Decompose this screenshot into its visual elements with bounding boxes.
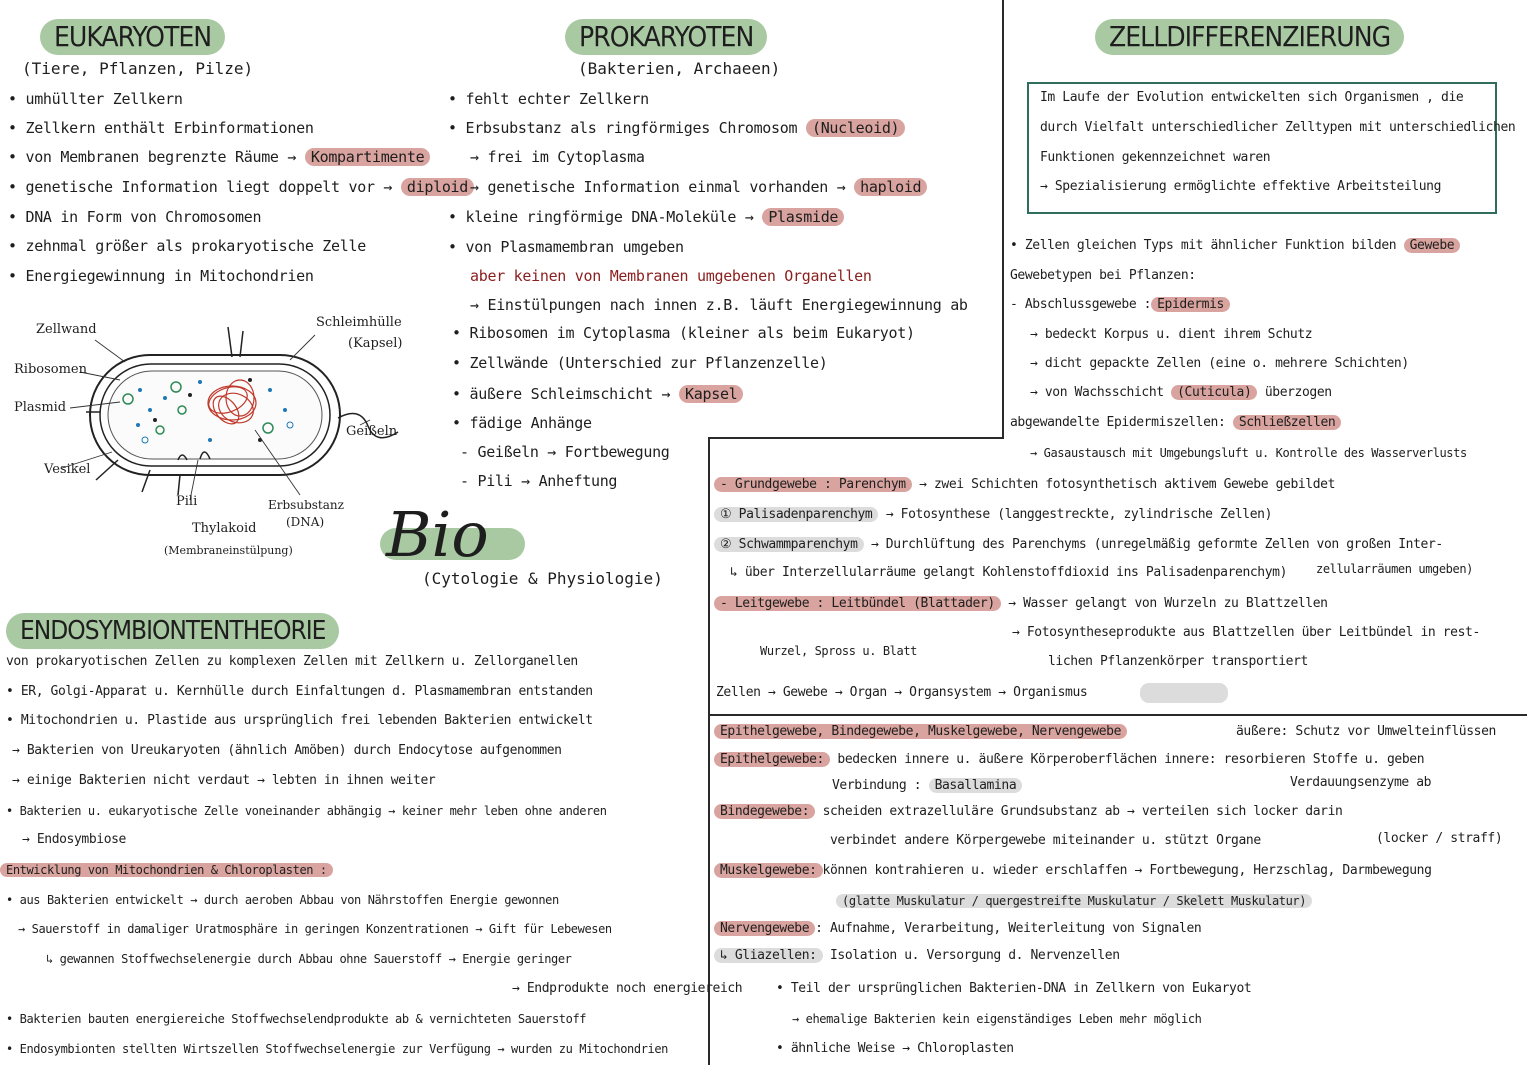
eukaryoten-line-1: • umhüllter Zellkern bbox=[8, 90, 183, 108]
eukaryoten-subtitle: (Tiere, Pflanzen, Pilze) bbox=[22, 59, 254, 78]
bio-title: Bio bbox=[386, 498, 489, 571]
bio-subtitle: (Cytologie & Physiologie) bbox=[422, 569, 663, 588]
divider-vertical-bottom bbox=[708, 437, 710, 1065]
gewebe-line-1: • Zellen gleichen Typs mit ähnlicher Funktion bilden Gewebe bbox=[1010, 236, 1460, 256]
label-kapsel: (Kapsel) bbox=[348, 336, 403, 351]
endo-line-1: von prokaryotischen Zellen zu komplexen Zellen mit Zellkern u. Zellorganellen bbox=[6, 654, 578, 669]
tier-line-1 bbox=[714, 722, 1127, 742]
tier-line-3b: Verdauungsenzyme ab bbox=[1290, 775, 1432, 790]
label-ribosomen: Ribosomen bbox=[14, 362, 87, 377]
eukaryoten-line-6: • zehnmal größer als prokaryotische Zelle bbox=[8, 237, 366, 255]
prokaryoten-line-13: - Geißeln → Fortbewegung bbox=[460, 443, 670, 461]
eukaryoten-line-2: • Zellkern enthält Erbinformationen bbox=[8, 119, 314, 137]
entwicklung-highlight: Entwicklung von Mitochondrien & Chloroplasten : bbox=[0, 863, 333, 877]
epidermis-highlight: Epidermis bbox=[1151, 297, 1230, 312]
prokaryoten-line-11: • äußere Schleimschicht → Kapsel bbox=[452, 384, 743, 404]
organismus-underlay bbox=[1140, 683, 1228, 703]
palisadenparenchym-highlight: ① Palisadenparenchym bbox=[714, 507, 878, 522]
endo-line-14: • Endosymbionten stellten Wirtszellen Stoffwechselenergie zur Verfügung → wurden zu Mitochondrien bbox=[6, 1042, 668, 1056]
prokaryoten-line-8: → Einstülpungen nach innen z.B. läuft Energiegewinnung ab bbox=[470, 296, 968, 314]
pflanzen-line-4b: zellularräumen umgeben) bbox=[1316, 562, 1473, 576]
gewebe-line-6: → von Wachsschicht (Cuticula) überzogen bbox=[1030, 385, 1332, 400]
prokaryoten-title: PROKARYOTEN bbox=[565, 19, 767, 55]
divider-tier-top bbox=[708, 714, 1527, 716]
endo-line-7: → Endosymbiose bbox=[22, 832, 126, 847]
endo-line-9: • aus Bakterien entwickelt → durch aeroben Abbau von Nährstoffen Energie gewonnen bbox=[6, 893, 559, 907]
prokaryoten-line-5: • kleine ringförmige DNA-Moleküle → Plasmide bbox=[448, 207, 844, 227]
tier-line-4: Bindegewebe: scheiden extrazelluläre Grundsubstanz ab → verteilen sich locker darin bbox=[714, 802, 1342, 822]
endo-line-8 bbox=[0, 860, 333, 880]
evolution-box-line-3: Funktionen gekennzeichnet waren bbox=[1040, 150, 1271, 165]
endo-line-5: → einige Bakterien nicht verdaut → lebten in ihnen weiter bbox=[12, 773, 436, 788]
gewebe-line-7: abgewandelte Epidermiszellen: Schließzellen bbox=[1010, 413, 1341, 433]
schwammparenchym-highlight: ② Schwammparenchym bbox=[714, 537, 864, 552]
muskulatur-highlight: (glatte Muskulatur / quergestreifte Muskulatur / Skelett Muskulatur) bbox=[836, 894, 1312, 908]
prokaryoten-line-1: • fehlt echter Zellkern bbox=[448, 90, 649, 108]
eukaryoten-line-5: • DNA in Form von Chromosomen bbox=[8, 208, 262, 226]
pflanzen-line-9: Zellen → Gewebe → Organ → Organsystem → Organismus bbox=[716, 685, 1088, 700]
gewebe-line-4: → bedeckt Korpus u. dient ihrem Schutz bbox=[1030, 327, 1313, 342]
divider-pflanzen-top bbox=[708, 437, 1004, 439]
prokaryoten-line-2: • Erbsubstanz als ringförmiges Chromosom (Nucleoid) bbox=[448, 118, 905, 138]
eukaryoten-line-4: • genetische Information liegt doppelt vor → diploid bbox=[8, 177, 474, 197]
label-schleimhuelle: Schleimhülle bbox=[316, 315, 402, 330]
endo-line-6: • Bakterien u. eukaryotische Zelle voneinander abhängig → keiner mehr leben ohne anderen bbox=[6, 804, 607, 818]
prokaryoten-line-9: • Ribosomen im Cytoplasma (kleiner als beim Eukaryot) bbox=[452, 324, 915, 342]
eukaryoten-title: EUKARYOTEN bbox=[40, 19, 225, 55]
endo-line-11: ↳ gewannen Stoffwechselenergie durch Abbau ohne Sauerstoff → Energie geringer bbox=[46, 952, 572, 966]
label-erbsubstanz: Erbsubstanz bbox=[268, 498, 344, 512]
divider-vertical-top bbox=[1002, 0, 1004, 437]
zelldifferenzierung-title: ZELLDIFFERENZIERUNG bbox=[1095, 19, 1404, 55]
label-zellwand: Zellwand bbox=[36, 322, 97, 337]
endo-line-2: • ER, Golgi-Apparat u. Kernhülle durch Einfaltungen d. Plasmamembran entstanden bbox=[6, 684, 593, 699]
tier-line-2: Epithelgewebe: bedecken innere u. äußere Körperoberflächen innere: resorbieren Stoffe u. geben bbox=[714, 750, 1424, 770]
pflanzen-line-6: → Fotosyntheseprodukte aus Blattzellen über Leitbündel in rest- bbox=[1012, 625, 1480, 640]
label-thylakoid: Thylakoid bbox=[192, 521, 257, 536]
pflanzen-line-3: ② Schwammparenchym → Durchlüftung des Parenchyms (unregelmäßig geformte Zellen von großen Inter- bbox=[714, 535, 1443, 555]
tier-line-7 bbox=[836, 891, 1312, 911]
basallamina-highlight: Basallamina bbox=[929, 778, 1023, 793]
nucleoid-highlight: (Nucleoid) bbox=[806, 119, 905, 137]
endo-line-17: • ähnliche Weise → Chloroplasten bbox=[776, 1041, 1014, 1056]
kompartimente-highlight: Kompartimente bbox=[305, 148, 431, 166]
eukaryoten-line-3: • von Membranen begrenzte Räume → Kompartimente bbox=[8, 147, 430, 167]
cuticula-highlight: (Cuticula) bbox=[1171, 385, 1257, 400]
endo-line-12: → Endprodukte noch energiereich bbox=[512, 981, 743, 996]
pflanzen-line-1: - Grundgewebe : Parenchym → zwei Schichten fotosynthetisch aktivem Gewebe gebildet bbox=[714, 475, 1335, 495]
pflanzen-line-2: ① Palisadenparenchym → Fotosynthese (langgestreckte, zylindrische Zellen) bbox=[714, 505, 1272, 525]
haploid-highlight: haploid bbox=[854, 178, 927, 196]
gewebe-line-5: → dicht gepackte Zellen (eine o. mehrere Schichten) bbox=[1030, 356, 1409, 371]
tier-line-9: ↳ Gliazellen: Isolation u. Versorgung d. Nervenzellen bbox=[714, 946, 1120, 966]
pflanzen-line-4: ↳ über Interzellularräume gelangt Kohlenstoffdioxid ins Palisadenparenchym) bbox=[730, 565, 1287, 580]
tier-line-3: Verbindung : Basallamina bbox=[832, 776, 1022, 796]
tier-line-5b: (locker / straff) bbox=[1376, 831, 1503, 846]
evolution-box-line-2: durch Vielfalt unterschiedlicher Zelltypen mit unterschiedlichen bbox=[1040, 120, 1516, 135]
pflanzen-line-7: lichen Pflanzenkörper transportiert bbox=[1048, 654, 1308, 669]
gewebe-highlight: Gewebe bbox=[1404, 238, 1461, 253]
label-dna: (DNA) bbox=[286, 515, 325, 529]
kapsel-highlight: Kapsel bbox=[679, 385, 743, 403]
endo-line-3: • Mitochondrien u. Plastide aus ursprünglich frei lebenden Bakterien entwickelt bbox=[6, 713, 593, 728]
muskelgewebe-highlight: Muskelgewebe: bbox=[714, 863, 823, 878]
bindegewebe-highlight: Bindegewebe: bbox=[714, 804, 815, 819]
tier-line-1b: äußere: Schutz vor Umwelteinflüssen bbox=[1236, 724, 1496, 739]
nervengewebe-highlight: Nervengewebe bbox=[714, 921, 815, 936]
tier-line-5: verbindet andere Körpergewebe miteinander u. stützt Organe bbox=[830, 833, 1261, 848]
schliesszellen-highlight: Schließzellen bbox=[1233, 415, 1342, 430]
endo-line-10: → Sauerstoff in damaliger Uratmosphäre in geringen Konzentrationen → Gift für Lebewesen bbox=[18, 922, 612, 936]
diploid-highlight: diploid bbox=[401, 178, 474, 196]
endo-line-16: → ehemalige Bakterien kein eigenständiges Leben mehr möglich bbox=[792, 1012, 1202, 1026]
tier-line-6: Muskelgewebe: können kontrahieren u. wieder erschlaffen → Fortbewegung, Herzschlag, Darmbewegung bbox=[714, 861, 1432, 881]
endo-line-15: • Teil der ursprünglichen Bakterien-DNA in Zellkern von Eukaryot bbox=[776, 981, 1252, 996]
epithelgewebe-highlight: Epithelgewebe: bbox=[714, 752, 830, 767]
prokaryoten-subtitle: (Bakterien, Archaeen) bbox=[578, 59, 781, 78]
gewebe-line-3: - Abschlussgewebe : Epidermis bbox=[1010, 295, 1230, 315]
parenchym-highlight: - Grundgewebe : Parenchym bbox=[714, 477, 912, 492]
pflanzen-line-8: Wurzel, Spross u. Blatt bbox=[760, 644, 917, 658]
prokaryoten-line-12: • fädige Anhänge bbox=[452, 414, 592, 432]
prokaryoten-line-10: • Zellwände (Unterschied zur Pflanzenzelle) bbox=[452, 354, 828, 372]
endosymbiontentheorie-title: ENDOSYMBIONTENTHEORIE bbox=[6, 613, 339, 649]
pflanzen-line-5: - Leitgewebe : Leitbündel (Blattader) → Wasser gelangt von Wurzeln zu Blattzellen bbox=[714, 594, 1328, 614]
prokaryoten-line-3: → frei im Cytoplasma bbox=[470, 148, 645, 166]
label-geisseln: Geißeln bbox=[346, 424, 398, 439]
gewebe-line-8: → Gasaustausch mit Umgebungsluft u. Kontrolle des Wasserverlusts bbox=[1030, 446, 1467, 460]
endo-line-13: • Bakterien bauten energiereiche Stoffwechselendprodukte ab & vernichteten Sauerstoff bbox=[6, 1012, 587, 1026]
label-membraneinstuelpung: (Membraneinstülpung) bbox=[164, 544, 293, 557]
eukaryoten-line-7: • Energiegewinnung in Mitochondrien bbox=[8, 267, 314, 285]
gewebearten-highlight: Epithelgewebe, Bindegewebe, Muskelgewebe, Nervengewebe bbox=[714, 724, 1127, 739]
tier-line-8: Nervengewebe : Aufnahme, Verarbeitung, Weiterleitung von Signalen bbox=[714, 919, 1201, 939]
evolution-box-line-4: → Spezialisierung ermöglichte effektive Arbeitsteilung bbox=[1040, 179, 1442, 194]
prokaryoten-line-14: - Pili → Anheftung bbox=[460, 472, 618, 490]
gliazellen-highlight: ↳ Gliazellen: bbox=[714, 948, 823, 963]
label-plasmid: Plasmid bbox=[14, 400, 67, 415]
label-vesikel: Vesikel bbox=[44, 462, 91, 477]
prokaryoten-line-4: → genetische Information einmal vorhanden → haploid bbox=[470, 177, 927, 197]
prokaryoten-line-7: aber keinen von Membranen umgebenen Organellen bbox=[470, 267, 872, 285]
evolution-box-line-1: Im Laufe der Evolution entwickelten sich Organismen , die bbox=[1040, 90, 1464, 105]
label-pili: Pili bbox=[176, 494, 198, 509]
gewebe-line-2: Gewebetypen bei Pflanzen: bbox=[1010, 268, 1196, 283]
leitbuendel-highlight: - Leitgewebe : Leitbündel (Blattader) bbox=[714, 596, 1001, 611]
plasmide-highlight: Plasmide bbox=[762, 208, 844, 226]
endo-line-4: → Bakterien von Ureukaryoten (ähnlich Amöben) durch Endocytose aufgenommen bbox=[12, 743, 562, 758]
prokaryoten-line-6: • von Plasmamembran umgeben bbox=[448, 238, 684, 256]
